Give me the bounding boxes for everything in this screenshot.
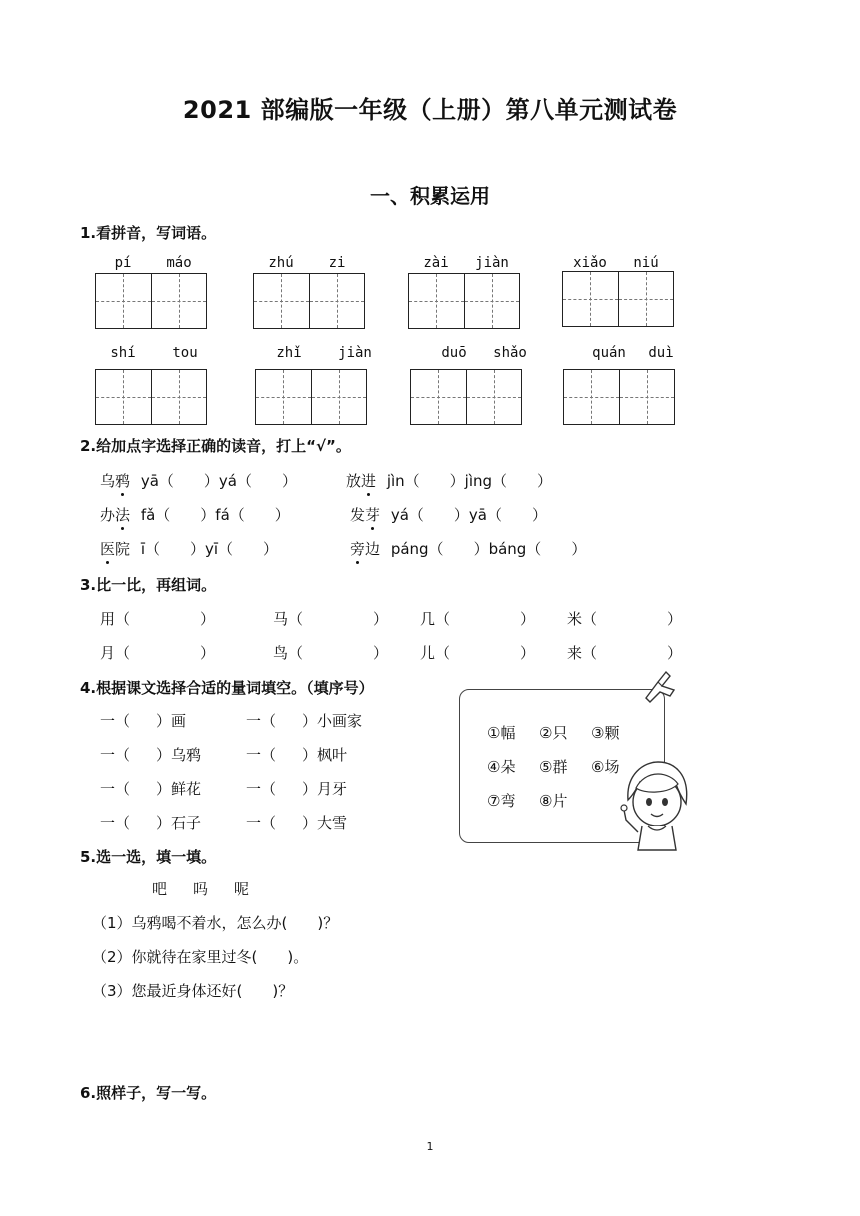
writing-grid[interactable] xyxy=(408,273,520,329)
pinyin-label: zhú xyxy=(268,255,294,271)
compare-item: 几（ ） xyxy=(420,610,536,628)
writing-grid[interactable] xyxy=(410,369,522,425)
writing-grid[interactable] xyxy=(95,369,207,425)
pinyin-label: zhǐ xyxy=(276,345,302,361)
dotted-char: 进 xyxy=(361,472,377,490)
compare-item: 用（ ） xyxy=(100,610,216,628)
question-3-heading: 3.比一比，再组词。 xyxy=(80,576,217,594)
pin-icon xyxy=(640,668,680,708)
measure-word-item: 一（ ）鲜花 xyxy=(100,780,202,798)
fill-sentence: （3）您最近身体还好( )？ xyxy=(92,982,294,1000)
compare-item: 米（ ） xyxy=(567,610,683,628)
measure-word-item: 一（ ）枫叶 xyxy=(246,746,348,764)
pinyin-label: shí xyxy=(110,345,136,361)
writing-grid[interactable] xyxy=(563,369,675,425)
pronunciation-item: 医院 ī（ ）yī（ ） xyxy=(100,540,279,558)
dotted-char: 医 xyxy=(100,540,116,558)
pinyin-label: duì xyxy=(648,345,674,361)
pinyin-label: xiǎo xyxy=(573,255,607,271)
measure-word-item: 一（ ）小画家 xyxy=(246,712,363,730)
option-item: ⑧片 xyxy=(539,792,568,810)
pinyin-label: zi xyxy=(328,255,346,271)
question-1-heading: 1.看拼音，写词语。 xyxy=(80,224,217,242)
word-choice: 吧 吗 呢 xyxy=(152,880,250,898)
pronunciation-item: 办法 fǎ（ ）fá（ ） xyxy=(100,506,290,524)
fill-sentence: （2）你就待在家里过冬( )。 xyxy=(92,948,309,966)
pinyin-label: tou xyxy=(172,345,198,361)
girl-illustration-icon xyxy=(620,760,692,852)
pinyin-label: pí xyxy=(114,255,132,271)
pronunciation-item: 旁边 páng（ ）báng（ ） xyxy=(350,540,587,558)
dotted-char: 旁 xyxy=(350,540,366,558)
compare-item: 月（ ） xyxy=(100,644,216,662)
writing-grid[interactable] xyxy=(253,273,365,329)
dotted-char: 鸦 xyxy=(115,472,131,490)
measure-word-item: 一（ ）乌鸦 xyxy=(100,746,202,764)
question-4-heading: 4.根据课文选择合适的量词填空。（填序号） xyxy=(80,679,374,697)
writing-grid[interactable] xyxy=(95,273,207,329)
option-item: ⑥场 xyxy=(591,758,620,776)
section-title: 一、积累运用 xyxy=(370,184,490,208)
writing-grid[interactable] xyxy=(255,369,367,425)
dotted-char: 芽 xyxy=(365,506,381,524)
question-5-heading: 5.选一选，填一填。 xyxy=(80,848,217,866)
option-item: ①幅 xyxy=(487,724,516,742)
option-item: ⑤群 xyxy=(539,758,568,776)
compare-item: 鸟（ ） xyxy=(273,644,389,662)
dotted-char: 法 xyxy=(115,506,131,524)
fill-sentence: （1）乌鸦喝不着水，怎么办( )？ xyxy=(92,914,339,932)
writing-grid[interactable] xyxy=(562,271,674,327)
pinyin-label: zài xyxy=(423,255,449,271)
pinyin-label: quán xyxy=(592,345,626,361)
pinyin-label: niú xyxy=(633,255,659,271)
pinyin-label: duō xyxy=(441,345,467,361)
measure-word-item: 一（ ）石子 xyxy=(100,814,202,832)
compare-item: 儿（ ） xyxy=(420,644,536,662)
question-2-heading: 2.给加点字选择正确的读音，打上“√”。 xyxy=(80,437,351,455)
option-item: ⑦弯 xyxy=(487,792,516,810)
compare-item: 来（ ） xyxy=(567,644,683,662)
option-item: ②只 xyxy=(539,724,568,742)
pronunciation-item: 乌鸦 yā（ ）yá（ ） xyxy=(100,472,297,490)
pinyin-label: jiàn xyxy=(338,345,372,361)
question-6-heading: 6.照样子，写一写。 xyxy=(80,1084,217,1102)
compare-item: 马（ ） xyxy=(273,610,389,628)
pinyin-label: máo xyxy=(166,255,192,271)
measure-word-item: 一（ ）画 xyxy=(100,712,187,730)
option-item: ④朵 xyxy=(487,758,516,776)
page-title: 2021 部编版一年级（上册）第八单元测试卷 xyxy=(182,96,678,124)
pronunciation-item: 放进 jìn（ ）jìng（ ） xyxy=(346,472,553,490)
option-item: ③颗 xyxy=(591,724,620,742)
page-number: 1 xyxy=(426,1140,434,1153)
measure-word-item: 一（ ）大雪 xyxy=(246,814,348,832)
measure-word-item: 一（ ）月牙 xyxy=(246,780,348,798)
pinyin-label: jiàn xyxy=(475,255,509,271)
pinyin-label: shǎo xyxy=(493,345,527,361)
pronunciation-item: 发芽 yá（ ）yā（ ） xyxy=(350,506,547,524)
